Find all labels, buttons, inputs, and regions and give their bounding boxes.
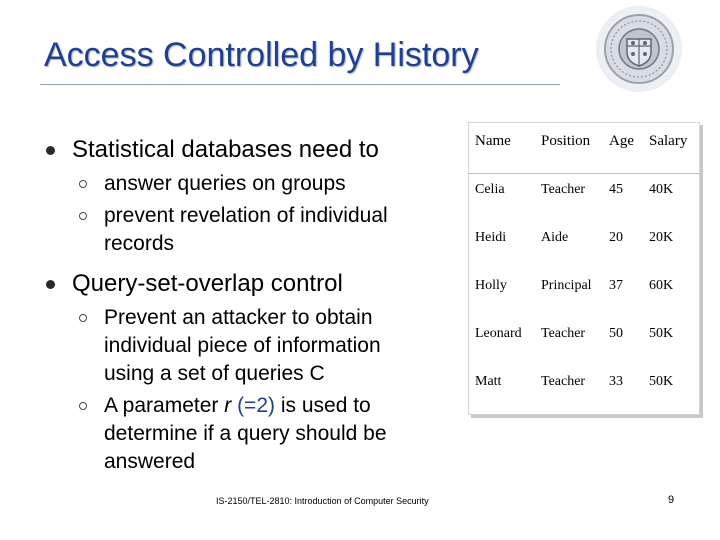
bullet-text: Query-set-overlap control <box>72 270 343 297</box>
footer-course-title: IS-2150/TEL-2810: Introduction of Computer Security <box>216 496 429 506</box>
table-row <box>469 174 700 223</box>
subbullet-ring-icon <box>79 402 87 410</box>
cell-name: Heidi <box>475 230 507 245</box>
subbullet-line <box>104 392 387 420</box>
cell-position: Aide <box>541 230 569 245</box>
subbullet-line: prevent revelation of individual <box>104 204 388 227</box>
cell-position: Principal <box>541 278 592 293</box>
bullet-dot-icon <box>46 146 55 155</box>
cell-age: 37 <box>609 278 623 293</box>
cell-salary: 50K <box>649 374 674 389</box>
parameter-variable: r <box>224 394 232 417</box>
cell-age: 20 <box>609 230 623 245</box>
parameter-value: (=2) <box>231 394 275 417</box>
employee-table <box>468 122 700 415</box>
header-position: Position <box>535 123 603 174</box>
subbullet-line: Prevent an attacker to obtain <box>104 306 373 329</box>
table-row <box>469 270 700 318</box>
cell-name: Celia <box>475 182 505 197</box>
page-number: 9 <box>668 494 675 506</box>
table-row <box>469 222 700 270</box>
cell-name: Holly <box>475 278 507 293</box>
subbullet-prevent-attacker <box>104 304 381 388</box>
cell-salary: 60K <box>649 278 674 293</box>
subbullet-parameter-r <box>104 392 387 476</box>
subbullet-text-post: is used to <box>275 394 371 417</box>
subbullet-ring-icon <box>79 180 87 188</box>
cell-position: Teacher <box>541 374 586 389</box>
bullet-query-set-overlap <box>72 270 343 298</box>
subbullet-line: answer queries on groups <box>104 172 346 195</box>
header-salary: Salary <box>643 123 700 174</box>
subbullet-answer-queries <box>104 170 346 198</box>
cell-age: 33 <box>609 374 623 389</box>
cell-salary: 40K <box>649 182 674 197</box>
slide-title: Access Controlled by History <box>44 36 479 74</box>
subbullet-line: records <box>104 232 175 255</box>
cell-name: Leonard <box>475 326 522 341</box>
header-age: Age <box>603 123 643 174</box>
bullet-text: Statistical databases need to <box>72 136 379 163</box>
cell-age: 50 <box>609 326 623 341</box>
subbullet-line: using a set of queries C <box>104 362 325 385</box>
subbullet-ring-icon <box>79 212 87 220</box>
subbullet-ring-icon <box>79 314 87 322</box>
subbullet-line: individual piece of information <box>104 334 381 357</box>
cell-salary: 50K <box>649 326 674 341</box>
title-divider <box>40 84 560 85</box>
subbullet-prevent-revelation <box>104 202 388 258</box>
bullet-statistical-databases <box>72 136 379 164</box>
table-header-row <box>469 123 700 174</box>
cell-name: Matt <box>475 374 502 389</box>
university-seal-icon <box>596 6 682 92</box>
seal-graphic <box>596 6 682 92</box>
table-row <box>469 318 700 366</box>
bullet-dot-icon <box>46 280 55 289</box>
subbullet-line: answered <box>104 450 196 473</box>
cell-age: 45 <box>609 182 623 197</box>
cell-position: Teacher <box>541 182 586 197</box>
header-name: Name <box>469 123 536 174</box>
subbullet-line: determine if a query should be <box>104 422 387 445</box>
subbullet-text-pre: A parameter <box>104 394 225 417</box>
table-row <box>469 366 700 415</box>
cell-position: Teacher <box>541 326 586 341</box>
cell-salary: 20K <box>649 230 674 245</box>
